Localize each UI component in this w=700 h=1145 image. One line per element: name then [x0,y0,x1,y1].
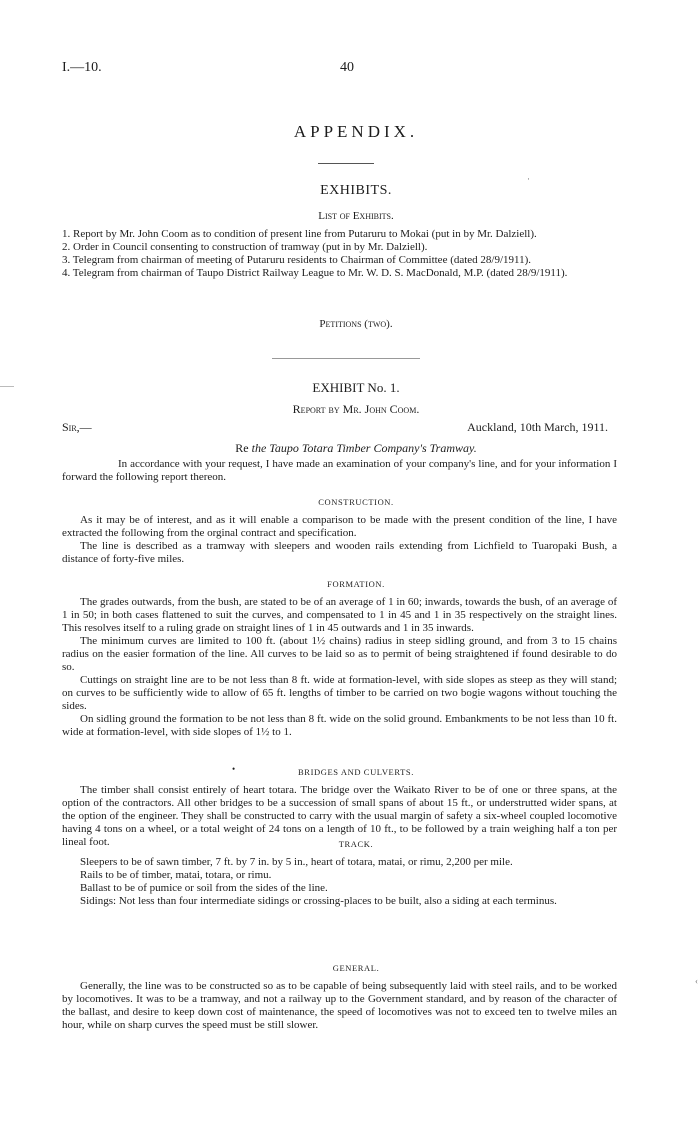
print-speck: ‹ [695,976,698,986]
paragraph: Rails to be of timber, matai, totara, or rimu. [80,869,272,881]
paragraph: Generally, the line was to be constructed so as to be capable of being subsequently laid with steel rails, and to be worked by locomotives. It was to be a tramway, and not a railway up to the Government standard, and by reason of the character of the ballast, and desire to keep down cost of maintenance, the speed of locomotives was not to exceed ten to twelve miles an hour, while on sharp curves the speed must be still slower. [62,980,617,1031]
page-number: 40 [340,60,354,75]
paragraph: Sleepers to be of sawn timber, 7 ft. by 7 in. by 5 in., heart of totara, matai, or rimu, 2,200 per mile. [80,856,513,868]
print-speck: • [232,764,236,774]
list-of-exhibits-heading: List of Exhibits. [318,210,394,222]
track-section [62,856,617,908]
exhibit-list [62,228,618,280]
exhibit-list-item: 2. Order in Council consenting to construction of tramway (put in by Mr. Dalziell). [62,241,428,253]
intro-block [62,458,617,484]
paragraph: The line is described as a tramway with sleepers and wooden rails extending from Lichfield to Tuaropaki Bush, a distance of forty-five miles. [62,540,617,565]
formation-heading: FORMATION. [327,579,385,589]
report-author-heading: Report by Mr. John Coom. [292,402,420,416]
print-speck: · [527,174,530,184]
paragraph: Ballast to be of pumice or soil from the sides of the line. [80,882,328,894]
subject-prefix: Re [235,441,249,455]
page-reference: I.—10. [62,60,102,75]
exhibits-title: EXHIBITS. [320,183,392,198]
paragraph: The minimum curves are limited to 100 ft. (about 1½ chains) radius in steep sidling ground, and from 3 to 15 chains radius on the easier formation of the line. All curves to be laid so as to permit of being straightened if found desirable to do so. [62,635,617,673]
paragraph: Cuttings on straight line are to be not less than 8 ft. wide at formation-level, with side slopes as steep as they will stand; on curves to be sufficiently wide to allow of 65 ft. lengths of timber to be carried on two bogie wagons without touching the sides. [62,674,617,712]
paragraph: Sidings: Not less than four intermediate sidings or crossing-places to be built, also a siding at each terminus. [80,895,557,907]
exhibit-heading: EXHIBIT No. 1. [312,380,400,395]
petitions-note: Petitions (two). [319,318,393,330]
general-heading: GENERAL. [332,963,380,973]
paragraph: On sidling ground the formation to be not less than 8 ft. wide on the solid ground. Embankments to be not less than 10 ft. wide at formation-level, with side slopes of 1½ to 1. [62,713,617,738]
intro-paragraph: In accordance with your request, I have made an examination of your company's line, and for your information I forward the following report thereon. [62,458,617,483]
appendix-title: APPENDIX. [293,122,419,141]
subject-text: the Taupo Totara Timber Company's Tramway. [251,441,477,455]
section-divider [272,358,420,359]
paragraph: The timber shall consist entirely of heart totara. The bridge over the Waikato River to be of one or three spans, at the option of the contractors. All other bridges to be a succession of small spans of about 15 ft., or understrutted wider spans, at the option of the engineer. They shall be constructed to carry with the usual margin of safety a six-wheel coupled locomotive having 4 tons on a wheel, or a total weight of 24 tons on a length of 10 ft., to be followed by a train weighing half a ton per lineal foot. [62,784,617,848]
paragraph: The grades outwards, from the bush, are stated to be of an average of 1 in 60; inwards, towards the bush, of an average of 1 in 50; in both cases flattened to suit the curves, and compensated to 1 in 45 and 1 in 35 respectively on the straight lines. This resolves itself to a ruling grade on straight lines of 1 in 45 outwards and 1 in 35 inwards. [62,596,617,634]
subject-line [0,441,700,456]
bridges-heading: BRIDGES AND CULVERTS. [298,767,414,777]
title-divider [318,163,374,164]
salutation: Sir,— [62,420,92,434]
construction-section [62,514,617,566]
general-section [62,980,617,1032]
paragraph: As it may be of interest, and as it will enable a comparison to be made with the present condition of the line, I have extracted the following from the orginal contract and specification. [62,514,617,539]
exhibit-list-item: 3. Telegram from chairman of meeting of Putaruru residents to Chairman of Committee (dated 28/9/1911). [62,254,532,266]
dateline: Auckland, 10th March, 1911. [467,420,608,434]
construction-heading: CONSTRUCTION. [318,497,394,507]
formation-section [62,596,617,739]
exhibit-list-item: 4. Telegram from chairman of Taupo District Railway League to Mr. W. D. S. MacDonald, M.P. (dated 28/9/1911). [62,267,568,279]
track-heading: TRACK. [338,839,374,849]
exhibit-list-item: 1. Report by Mr. John Coom as to condition of present line from Putaruru to Mokai (put in by Mr. Dalziell). [62,228,537,240]
